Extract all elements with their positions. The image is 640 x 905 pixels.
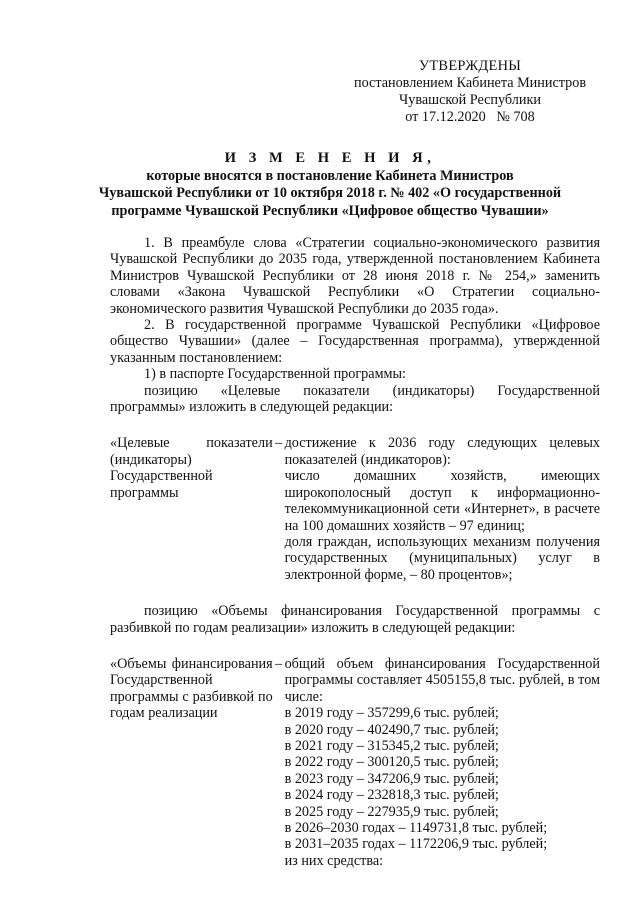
paragraph-3: 1) в паспорте Государственной программы:	[144, 366, 407, 383]
funding-year-item: в 2026–2030 годах – 1149731,8 тыс. рублей;	[284, 820, 548, 836]
funding-year-item: в 2025 году – 227935,9 тыс. рублей;	[284, 803, 499, 820]
funding-year-item: в 2023 году – 347206,9 тыс. рублей;	[284, 770, 499, 787]
funding-year-item: в 2019 году – 357299,6 тыс. рублей;	[284, 705, 499, 722]
paragraph-5: позицию «Объемы финансирования Государственной программы с разбивкой по годам реализации» изложить в следующей редакции:	[110, 603, 600, 636]
target-indicators-value	[285, 435, 600, 583]
funding-dash: –	[275, 655, 283, 672]
heading-line-4: программе Чувашской Республики «Цифровое общество Чувашии»	[111, 202, 549, 219]
funding-year-item: в 2020 году – 402490,7 тыс. рублей;	[284, 721, 499, 738]
paragraph-1: 1. В преамбуле слова «Стратегии социально-экономического развития Чувашской Республики до 2035 года, утвержденной постановлением Кабинета Министров Чувашской Республики от 28 июня 2018 г. № 254,» заменить словами «Закона Чувашской Республики «О Стратегии социально-экономического развития Чувашской Республики до 2035 года».	[110, 235, 600, 317]
funding-intro: общий объем финансирования Государственной программы составляет 4505155,8 тыс. рублей, в том числе:	[284, 655, 600, 705]
approval-date-number: от 17.12.2020 № 708	[405, 109, 535, 125]
heading-line-3: Чувашской Республики от 10 октября 2018 г. № 402 «О государственной	[98, 185, 562, 201]
approval-line-1: постановлением Кабинета Министров	[353, 75, 587, 91]
document-heading	[60, 150, 600, 220]
target-indicators-dash: –	[275, 435, 283, 452]
funding-year-item: в 2021 году – 315345,2 тыс. рублей;	[284, 737, 499, 754]
funding-sources-heading: из них средства:	[284, 852, 384, 869]
funding-year-item: в 2024 году – 232818,3 тыс. рублей;	[284, 787, 499, 804]
funding-years-list	[285, 705, 600, 869]
funding-year-item: в 2022 году – 300120,5 тыс. рублей;	[284, 754, 499, 771]
document-body	[110, 235, 600, 869]
approval-title: УТВЕРЖДЕНЫ	[418, 58, 522, 74]
funding-block	[110, 656, 600, 869]
approval-block	[340, 58, 600, 126]
heading-line-2: которые вносятся в постановление Кабинета Министров	[146, 167, 514, 184]
target-indicators-block	[110, 435, 600, 583]
funding-year-item: в 2031–2035 годах – 1172206,9 тыс. рублей;	[284, 836, 548, 853]
approval-line-2: Чувашской Республики	[399, 92, 541, 108]
paragraph-4: позицию «Целевые показатели (индикаторы) Государственной программы» изложить в следующей редакции:	[110, 382, 600, 416]
funding-value	[285, 656, 600, 869]
indicators-intro: достижение к 2036 году следующих целевых показателей (индикаторов):	[284, 435, 600, 468]
funding-label: «Объемы финансирования Государственной программы с разбивкой по годам реализации	[110, 655, 273, 722]
indicator-e-services: доля граждан, использующих механизм получения государственных (муниципальных) услуг в электронной форме, – 80 процентов»;	[284, 533, 600, 583]
indicator-broadband: число домашних хозяйств, имеющих широкополосный доступ к информационно-телекоммуникационной сети «Интернет», в расчете на 100 домашних хозяйств – 97 единиц;	[284, 468, 600, 534]
paragraph-2: 2. В государственной программе Чувашской Республики «Цифровое общество Чувашии» (далее – Государственная программа), утвержденной указанным постановлением:	[110, 317, 600, 366]
target-indicators-label: «Целевые показатели (индикаторы) Государственной программы	[110, 435, 273, 501]
heading-title: И З М Е Н Е Н И Я,	[224, 150, 436, 166]
